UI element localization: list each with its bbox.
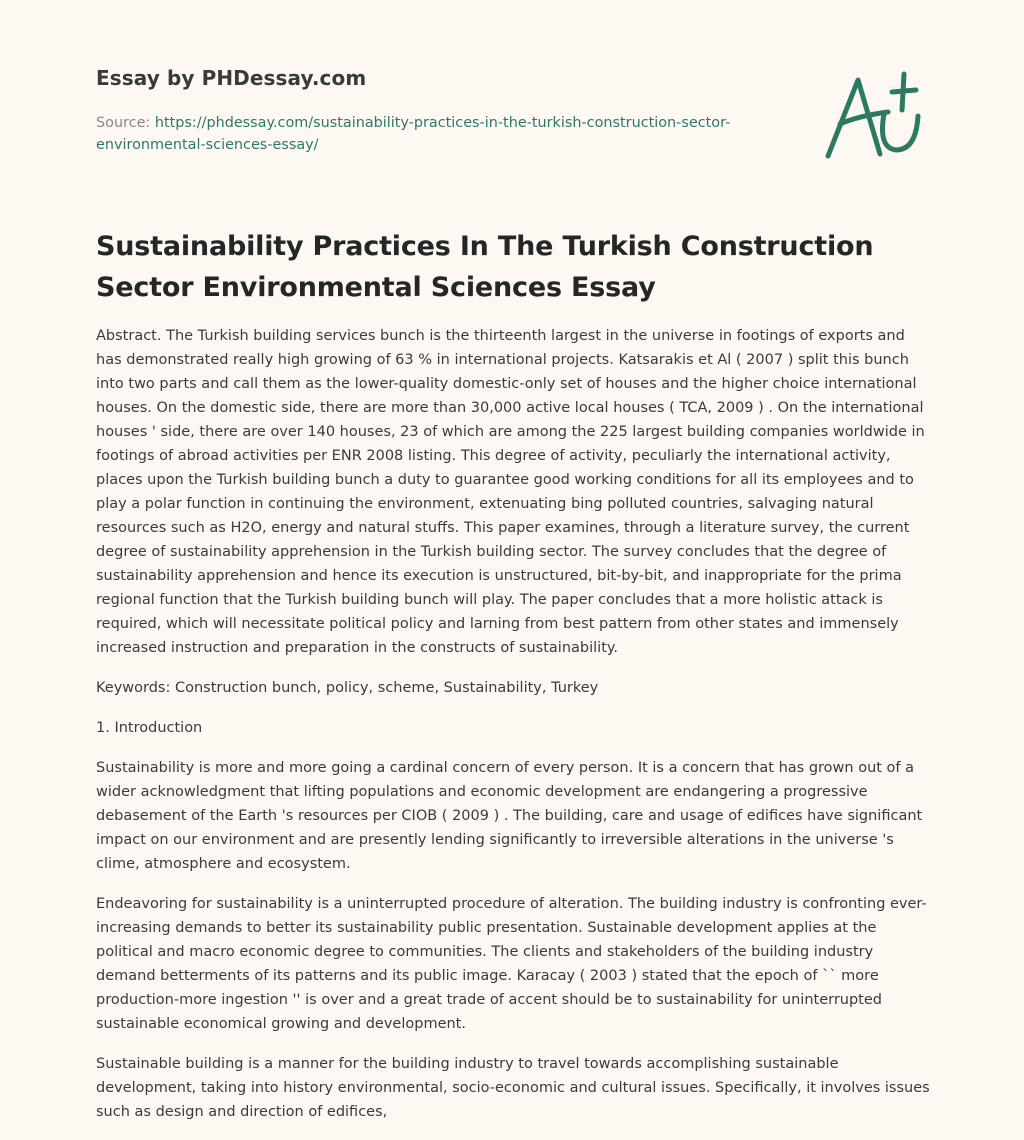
section-heading: 1. Introduction: [96, 720, 203, 736]
article-body: [96, 324, 932, 1140]
a-plus-grade-icon: [818, 66, 928, 166]
source-label: Source:: [96, 115, 151, 131]
body-paragraph: Endeavoring for sustainability is a uninterrupted procedure of alteration. The building industry is confronting ever-increasing demands to better its sustainability public presentation. Sustainable development applies at the political and macro economic degree to communities. The clients and stakeholders of the building industry demand betterments of its patterns and its public image. Karacay ( 2003 ) stated that the epoch of `` more production-more ingestion '' is over and a great trade of accent should be to sustainability for uninterrupted sustainable economical growing and development.: [96, 896, 927, 1032]
body-paragraph: Sustainable building is a manner for the building industry to travel towards accomplishing sustainable development, taking into history environmental, socio-economic and cultural issues. Specifically, it involves issues such as design and direction of edifices,: [96, 1056, 930, 1120]
keywords-paragraph: Keywords: Construction bunch, policy, scheme, Sustainability, Turkey: [96, 680, 599, 696]
abstract-paragraph: Abstract. The Turkish building services bunch is the thirteenth largest in the universe in footings of exports and has demonstrated really high growing of 63 % in international projects. Katsarakis et Al ( 2007 ) split this bunch into two parts and call them as the lower-quality domestic-only set of houses and the higher choice international houses. On the domestic side, there are more than 30,000 active local houses ( TCA, 2009 ) . On the international houses ' side, there are over 140 houses, 23 of which are among the 225 largest building companies worldwide in footings of abroad activities per ENR 2008 listing. This degree of activity, peculiarly the international activity, places upon the Turkish building bunch a duty to guarantee good working conditions for all its employees and to play a polar function in continuing the environment, extenuating bing polluted countries, salvaging natural resources such as H2O, energy and natural stuffs. This paper examines, through a literature survey, the current degree of sustainability apprehension in the Turkish building sector. The survey concludes that the degree of sustainability apprehension and hence its execution is unstructured, bit-by-bit, and inappropriate for the prima regional function that the Turkish building bunch will play. The paper concludes that a more holistic attack is required, which will necessitate political policy and larning from best pattern from other states and immensely increased instruction and preparation in the constructs of sustainability.: [96, 328, 925, 656]
body-paragraph: Sustainability is more and more going a cardinal concern of every person. It is a concern that has grown out of a wider acknowledgment that lifting populations and economic development are endangering a progressive debasement of the Earth 's resources per CIOB ( 2009 ) . The building, care and usage of edifices have significant impact on our environment and are presently lending significantly to irreversible alterations in the universe 's clime, atmosphere and ecosystem.: [96, 760, 923, 872]
source-line: [96, 112, 776, 156]
article-title: Sustainability Practices In The Turkish Construction Sector Environmental Sciences Essay: [96, 231, 874, 303]
source-link[interactable]: https://phdessay.com/sustainability-practices-in-the-turkish-construction-sector-environmental-sciences-essay/: [96, 115, 731, 153]
site-brand: Essay by PHDessay.com: [96, 66, 367, 90]
